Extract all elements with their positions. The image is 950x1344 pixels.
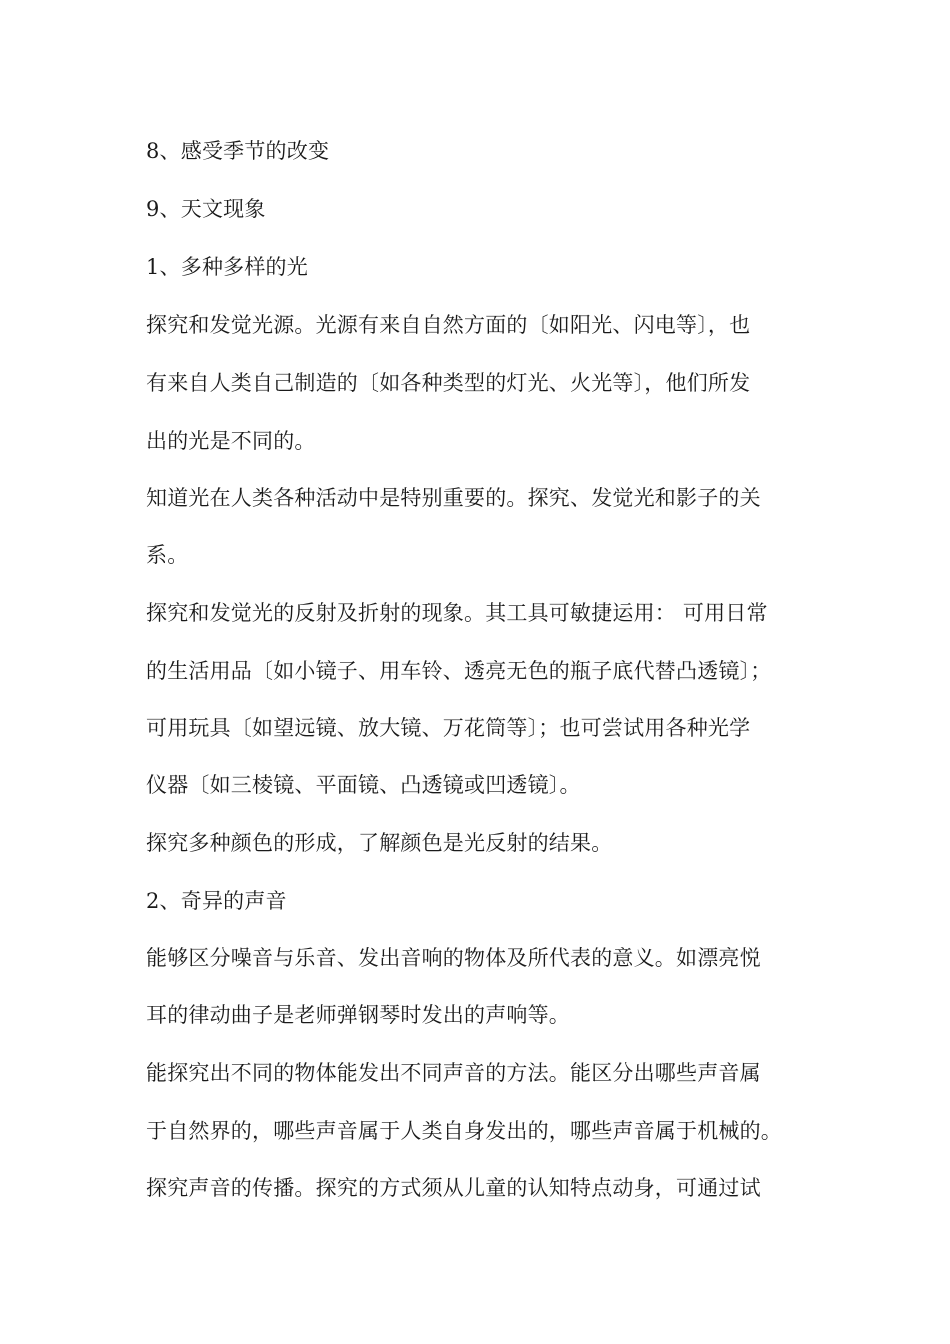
text-line: 系。 (146, 543, 189, 567)
text-line: 于自然界的，哪些声音属于人类自身发出的，哪些声音属于机械的。 (146, 1119, 782, 1143)
section-heading-sound: 2、奇异的声音 (146, 889, 287, 913)
text-line: 探究多种颜色的形成，了解颜色是光反射的结果。 (146, 831, 613, 855)
text-line: 能探究出不同的物体能发出不同声音的方法。能区分出哪些声音属 (146, 1061, 761, 1085)
text-line: 耳的律动曲子是老师弹钢琴时发出的声响等。 (146, 1003, 570, 1027)
text-line: 的生活用品〔如小镜子、用车铃、透亮无色的瓶子底代替凸透镜〕； (146, 659, 772, 683)
text-line: 有来自人类自己制造的〔如各种类型的灯光、火光等〕，他们所发 (146, 371, 751, 395)
text-line: 知道光在人类各种活动中是特别重要的。探究、发觉光和影子的关 (146, 486, 761, 510)
list-item-astronomy: 9、天文现象 (146, 197, 266, 221)
section-heading-light: 1、多种多样的光 (146, 255, 308, 279)
text-line: 能够区分噪音与乐音、发出音响的物体及所代表的意义。如漂亮悦 (146, 946, 761, 970)
list-item-seasons: 8、感受季节的改变 (146, 139, 330, 163)
text-line: 仪器〔如三棱镜、平面镜、凸透镜或凹透镜〕。 (146, 773, 581, 797)
text-line: 可用玩具〔如望远镜、放大镜、万花筒等〕；也可尝试用各种光学 (146, 716, 751, 740)
text-line: 探究和发觉光源。光源有来自自然方面的〔如阳光、闪电等〕，也 (146, 313, 751, 337)
text-line: 探究声音的传播。探究的方式须从儿童的认知特点动身，可通过试 (146, 1176, 761, 1200)
text-line: 探究和发觉光的反射及折射的现象。其工具可敏捷运用： 可用日常 (146, 601, 768, 625)
text-line: 出的光是不同的。 (146, 429, 316, 453)
